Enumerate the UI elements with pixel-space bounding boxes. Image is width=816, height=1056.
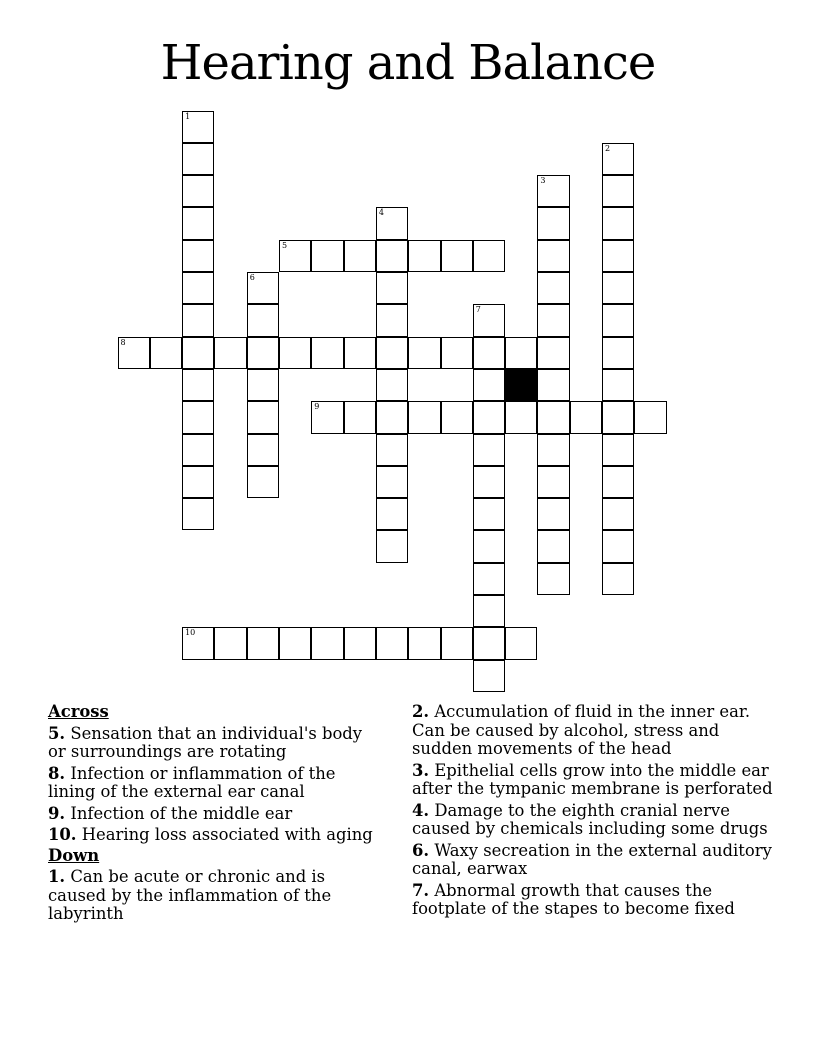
clue-number: 6. <box>412 840 430 860</box>
grid-cell <box>182 240 214 272</box>
clue-text: Hearing loss associated with aging <box>81 825 373 844</box>
clue-text: Accumulation of fluid in the inner ear. Can be caused by alcohol, stress and sudden movements of the head <box>412 702 751 758</box>
grid-cell <box>473 627 505 659</box>
clue-column-right <box>412 701 782 919</box>
grid-cell <box>602 304 634 336</box>
grid-cell <box>376 337 408 369</box>
grid-cell <box>247 627 279 659</box>
grid-cell <box>473 304 505 336</box>
grid-cell <box>537 401 569 433</box>
grid-cell <box>473 563 505 595</box>
grid-cell <box>247 466 279 498</box>
grid-cell <box>182 434 214 466</box>
grid-cell <box>247 369 279 401</box>
clue-across-8 <box>48 765 383 802</box>
grid-cell <box>182 304 214 336</box>
clue-number: 9. <box>48 803 66 823</box>
grid-cell <box>473 401 505 433</box>
grid-cell <box>473 466 505 498</box>
grid-cell <box>182 401 214 433</box>
grid-cell <box>408 240 440 272</box>
clue-number-label: 6 <box>249 273 255 282</box>
grid-cell <box>441 401 473 433</box>
grid-cell <box>537 304 569 336</box>
grid-cell <box>376 434 408 466</box>
grid-cell <box>376 530 408 562</box>
grid-cell <box>602 563 634 595</box>
grid-cell <box>408 337 440 369</box>
clue-down-7 <box>412 882 782 919</box>
clue-number-label: 2 <box>605 143 611 153</box>
grid-cell <box>602 337 634 369</box>
clue-number-label: 4 <box>378 208 384 218</box>
grid-cell <box>602 175 634 207</box>
grid-cell <box>537 434 569 466</box>
grid-cell <box>182 627 214 659</box>
grid-cell <box>344 337 376 369</box>
grid-cell <box>537 498 569 530</box>
grid-cell <box>311 240 343 272</box>
grid-cell <box>473 595 505 627</box>
clue-number-label: 5 <box>282 240 288 250</box>
clue-number-label: 1 <box>185 111 191 121</box>
grid-cell <box>344 627 376 659</box>
grid-cell <box>441 240 473 272</box>
clue-text: Abnormal growth that causes the footplate of the stapes to become fixed <box>412 880 735 918</box>
grid-cell <box>279 627 311 659</box>
clue-number-label: 8 <box>120 337 126 347</box>
grid-cell <box>376 466 408 498</box>
grid-cell <box>537 337 569 369</box>
grid-cell <box>344 240 376 272</box>
grid-cell <box>537 207 569 239</box>
clue-text: Can be acute or chronic and is caused by the inflammation of the labyrinth <box>48 867 332 923</box>
grid-cell <box>182 369 214 401</box>
grid-cell <box>473 660 505 692</box>
grid-cell <box>247 401 279 433</box>
grid-cell <box>602 272 634 304</box>
grid-cell <box>376 401 408 433</box>
clue-down-3 <box>412 762 782 799</box>
grid-cell <box>311 337 343 369</box>
grid-cell <box>570 401 602 433</box>
clue-number: 3. <box>412 760 430 780</box>
grid-cell <box>602 498 634 530</box>
grid-cell <box>441 627 473 659</box>
grid-cell <box>182 337 214 369</box>
clue-number-label: 10 <box>185 628 196 638</box>
grid-cell <box>473 240 505 272</box>
clue-across-10 <box>48 826 383 845</box>
grid-cell <box>182 466 214 498</box>
grid-cell <box>376 207 408 239</box>
grid-cell <box>473 369 505 401</box>
grid-cell <box>537 369 569 401</box>
grid-cell <box>311 401 343 433</box>
clue-number: 7. <box>412 880 430 900</box>
clue-down-4 <box>412 802 782 839</box>
grid-cell <box>376 498 408 530</box>
down-heading: Down <box>48 845 100 865</box>
grid-cell <box>247 272 279 304</box>
clue-number: 1. <box>48 867 66 886</box>
grid-cell <box>537 240 569 272</box>
clue-text: Waxy secreation in the external auditory canal, earwax <box>412 840 772 878</box>
grid-cell <box>408 627 440 659</box>
grid-cell <box>376 240 408 272</box>
grid-cell <box>182 143 214 175</box>
clue-number: 10. <box>48 825 77 844</box>
grid-cell <box>279 240 311 272</box>
grid-cell <box>279 337 311 369</box>
grid-cell <box>214 337 246 369</box>
grid-cell <box>505 337 537 369</box>
grid-cell <box>602 530 634 562</box>
grid-cell <box>537 466 569 498</box>
grid-cell <box>537 563 569 595</box>
clue-down-6 <box>412 842 782 879</box>
puzzle-title: Hearing and Balance <box>160 35 656 91</box>
grid-cell <box>182 207 214 239</box>
clue-number-label: 3 <box>540 176 546 186</box>
grid-cell <box>408 401 440 433</box>
clue-text: Sensation that an individual's body or surroundings are rotating <box>48 723 363 761</box>
clue-number: 8. <box>48 763 66 783</box>
clue-down-2 <box>412 703 782 759</box>
grid-cell <box>182 111 214 143</box>
grid-cell <box>118 337 150 369</box>
clue-column-left <box>48 701 383 924</box>
grid-cell <box>602 207 634 239</box>
grid-cell <box>602 369 634 401</box>
grid-cell <box>537 272 569 304</box>
grid-cell <box>182 272 214 304</box>
grid-cell <box>505 627 537 659</box>
grid-cell <box>505 401 537 433</box>
grid-cell <box>473 434 505 466</box>
grid-cell <box>247 337 279 369</box>
grid-cell <box>376 627 408 659</box>
clue-number-label: 9 <box>314 402 320 412</box>
across-heading: Across <box>48 702 109 721</box>
grid-cell <box>182 175 214 207</box>
grid-cell <box>182 498 214 530</box>
black-cell <box>505 369 537 401</box>
grid-cell <box>376 369 408 401</box>
clue-text: Epithelial cells grow into the middle ear after the tympanic membrane is perforated <box>412 760 773 798</box>
grid-cell <box>376 272 408 304</box>
grid-cell <box>247 434 279 466</box>
grid-cell <box>214 627 246 659</box>
grid-cell <box>537 530 569 562</box>
clue-text: Infection of the middle ear <box>70 803 293 823</box>
grid-cell <box>602 401 634 433</box>
grid-cell <box>344 401 376 433</box>
clue-text: Infection or inflammation of the lining of the external ear canal <box>48 763 336 801</box>
clue-across-5 <box>48 725 383 762</box>
grid-cell <box>473 530 505 562</box>
grid-cell <box>537 175 569 207</box>
grid-cell <box>376 304 408 336</box>
grid-cell <box>602 240 634 272</box>
clue-across-9 <box>48 805 383 824</box>
clue-number: 4. <box>412 800 430 820</box>
grid-cell <box>311 627 343 659</box>
clue-down-1 <box>48 868 383 924</box>
grid-cell <box>602 434 634 466</box>
clue-text: Damage to the eighth cranial nerve caused by chemicals including some drugs <box>412 800 768 838</box>
grid-cell <box>602 143 634 175</box>
grid-cell <box>473 498 505 530</box>
grid-cell <box>247 304 279 336</box>
grid-cell <box>150 337 182 369</box>
clue-number-label: 7 <box>475 305 481 315</box>
grid-cell <box>634 401 666 433</box>
clue-number: 2. <box>412 702 430 721</box>
grid-cell <box>602 466 634 498</box>
clue-number: 5. <box>48 723 66 743</box>
grid-cell <box>473 337 505 369</box>
grid-cell <box>441 337 473 369</box>
